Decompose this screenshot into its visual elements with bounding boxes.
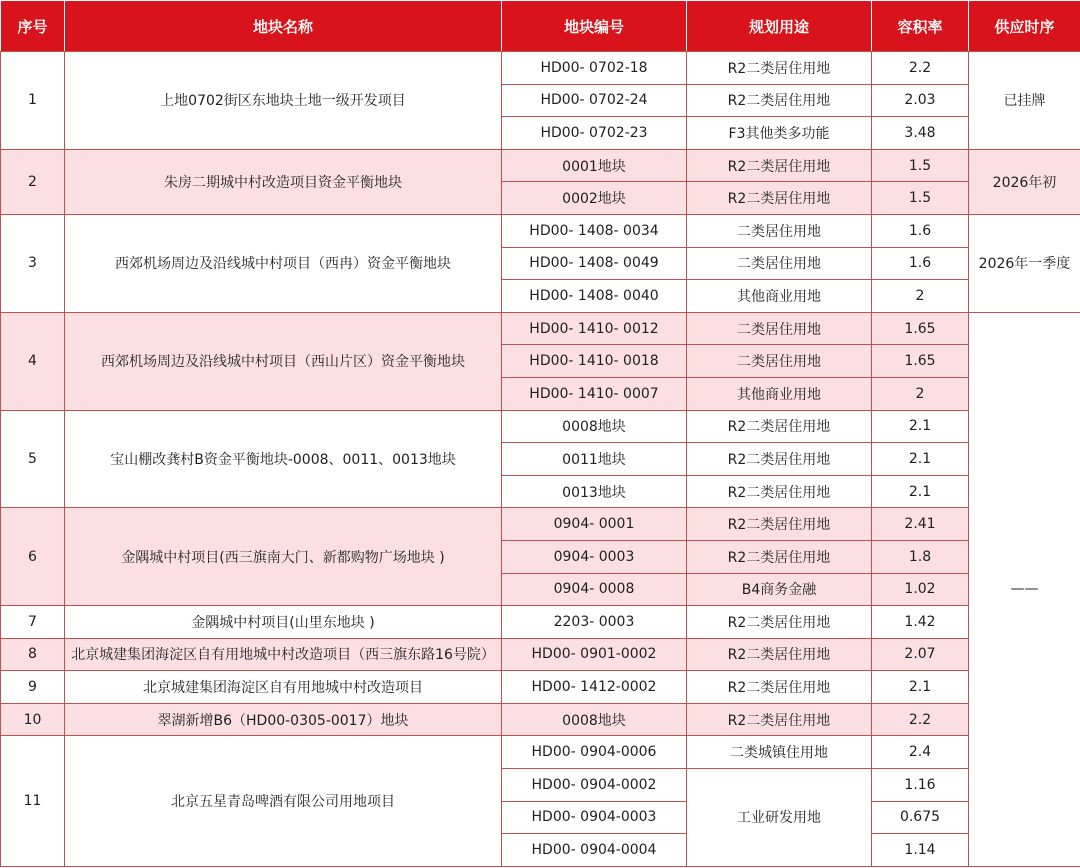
use-cell: 工业研发用地: [687, 769, 872, 867]
seq-cell: 3: [1, 214, 65, 312]
table-row: [1, 214, 1080, 247]
name-cell: 西郊机场周边及沿线城中村项目（西山片区）资金平衡地块: [65, 312, 502, 410]
seq-cell: 6: [1, 508, 65, 606]
header-name: 地块名称: [65, 1, 502, 52]
seq-cell: 11: [1, 736, 65, 866]
table-row: [1, 703, 1080, 736]
code-cell: HD00- 1408- 0034: [502, 214, 687, 247]
far-cell: 1.5: [872, 149, 969, 182]
code-cell: 0001地块: [502, 149, 687, 182]
code-cell: HD00- 0702-18: [502, 52, 687, 85]
far-cell: 2: [872, 377, 969, 410]
table-row: [1, 736, 1080, 769]
code-cell: 2203- 0003: [502, 606, 687, 639]
table-row: [1, 508, 1080, 541]
use-cell: 其他商业用地: [687, 377, 872, 410]
far-cell: 2.07: [872, 638, 969, 671]
use-cell: R2二类居住用地: [687, 508, 872, 541]
name-cell: 金隅城中村项目(山里东地块 ): [65, 606, 502, 639]
name-cell: 翠湖新增B6（HD00-0305-0017）地块: [65, 703, 502, 736]
far-cell: 1.65: [872, 345, 969, 378]
use-cell: R2二类居住用地: [687, 703, 872, 736]
use-cell: 二类城镇住用地: [687, 736, 872, 769]
use-cell: R2二类居住用地: [687, 443, 872, 476]
use-cell: 二类居住用地: [687, 345, 872, 378]
far-cell: 3.48: [872, 117, 969, 150]
far-cell: 2.03: [872, 84, 969, 117]
code-cell: 0008地块: [502, 703, 687, 736]
seq-cell: 7: [1, 606, 65, 639]
seq-cell: 1: [1, 52, 65, 150]
code-cell: 0002地块: [502, 182, 687, 215]
code-cell: 0011地块: [502, 443, 687, 476]
name-cell: 北京城建集团海淀区自有用地城中村改造项目: [65, 671, 502, 704]
far-cell: 2: [872, 280, 969, 313]
name-cell: 西郊机场周边及沿线城中村项目（西冉）资金平衡地块: [65, 214, 502, 312]
supply-cell: 2026年一季度: [969, 214, 1080, 312]
far-cell: 1.16: [872, 769, 969, 802]
use-cell: 二类居住用地: [687, 312, 872, 345]
code-cell: HD00- 0702-24: [502, 84, 687, 117]
code-cell: HD00- 0904-0002: [502, 769, 687, 802]
name-cell: 北京五星青岛啤酒有限公司用地项目: [65, 736, 502, 866]
far-cell: 1.8: [872, 540, 969, 573]
name-cell: 朱房二期城中村改造项目资金平衡地块: [65, 149, 502, 214]
name-cell: 上地0702街区东地块土地一级开发项目: [65, 52, 502, 150]
supply-cell-merged: ——: [969, 312, 1080, 866]
seq-cell: 5: [1, 410, 65, 508]
use-cell: R2二类居住用地: [687, 606, 872, 639]
far-cell: 2.1: [872, 671, 969, 704]
code-cell: HD00- 0702-23: [502, 117, 687, 150]
use-cell: R2二类居住用地: [687, 540, 872, 573]
table-row: [1, 638, 1080, 671]
use-cell: R2二类居住用地: [687, 84, 872, 117]
code-cell: HD00- 1412-0002: [502, 671, 687, 704]
name-cell: 北京城建集团海淀区自有用地城中村改造项目（西三旗东路16号院）: [65, 638, 502, 671]
far-cell: 1.5: [872, 182, 969, 215]
far-cell: 1.42: [872, 606, 969, 639]
use-cell: 其他商业用地: [687, 280, 872, 313]
table-row: [1, 671, 1080, 704]
code-cell: HD00- 1410- 0012: [502, 312, 687, 345]
use-cell: 二类居住用地: [687, 214, 872, 247]
far-cell: 2.4: [872, 736, 969, 769]
code-cell: 0008地块: [502, 410, 687, 443]
far-cell: 2.1: [872, 475, 969, 508]
far-cell: 2.2: [872, 703, 969, 736]
far-cell: 2.41: [872, 508, 969, 541]
use-cell: 二类居住用地: [687, 247, 872, 280]
name-cell: 宝山棚改龚村B资金平衡地块-0008、0011、0013地块: [65, 410, 502, 508]
far-cell: 1.6: [872, 214, 969, 247]
supply-cell: 2026年初: [969, 149, 1080, 214]
far-cell: 1.14: [872, 834, 969, 867]
seq-cell: 4: [1, 312, 65, 410]
table-row: [1, 52, 1080, 85]
use-cell: R2二类居住用地: [687, 671, 872, 704]
header-code: 地块编号: [502, 1, 687, 52]
use-cell: R2二类居住用地: [687, 182, 872, 215]
seq-cell: 10: [1, 703, 65, 736]
seq-cell: 2: [1, 149, 65, 214]
far-cell: 1.6: [872, 247, 969, 280]
code-cell: HD00- 1410- 0007: [502, 377, 687, 410]
seq-cell: 9: [1, 671, 65, 704]
name-cell: 金隅城中村项目(西三旗南大门、新都购物广场地块 ): [65, 508, 502, 606]
header-far: 容积率: [872, 1, 969, 52]
supply-cell: 已挂牌: [969, 52, 1080, 150]
use-cell: R2二类居住用地: [687, 410, 872, 443]
table-row: [1, 149, 1080, 182]
code-cell: 0013地块: [502, 475, 687, 508]
code-cell: HD00- 0904-0004: [502, 834, 687, 867]
far-cell: 2.1: [872, 443, 969, 476]
seq-cell: 8: [1, 638, 65, 671]
code-cell: HD00- 0904-0006: [502, 736, 687, 769]
table-row: [1, 410, 1080, 443]
table-row: [1, 312, 1080, 345]
use-cell: R2二类居住用地: [687, 52, 872, 85]
code-cell: HD00- 1408- 0049: [502, 247, 687, 280]
code-cell: 0904- 0003: [502, 540, 687, 573]
use-cell: R2二类居住用地: [687, 638, 872, 671]
header-row: [1, 1, 1080, 52]
far-cell: 1.65: [872, 312, 969, 345]
header-supply: 供应时序: [969, 1, 1080, 52]
far-cell: 0.675: [872, 801, 969, 834]
far-cell: 1.02: [872, 573, 969, 606]
header-use: 规划用途: [687, 1, 872, 52]
code-cell: 0904- 0001: [502, 508, 687, 541]
code-cell: HD00- 0901-0002: [502, 638, 687, 671]
far-cell: 2.1: [872, 410, 969, 443]
header-seq: 序号: [1, 1, 65, 52]
use-cell: F3其他类多功能: [687, 117, 872, 150]
code-cell: HD00- 1408- 0040: [502, 280, 687, 313]
code-cell: HD00- 1410- 0018: [502, 345, 687, 378]
code-cell: 0904- 0008: [502, 573, 687, 606]
table-row: [1, 606, 1080, 639]
use-cell: R2二类居住用地: [687, 475, 872, 508]
use-cell: B4商务金融: [687, 573, 872, 606]
use-cell: R2二类居住用地: [687, 149, 872, 182]
code-cell: HD00- 0904-0003: [502, 801, 687, 834]
far-cell: 2.2: [872, 52, 969, 85]
